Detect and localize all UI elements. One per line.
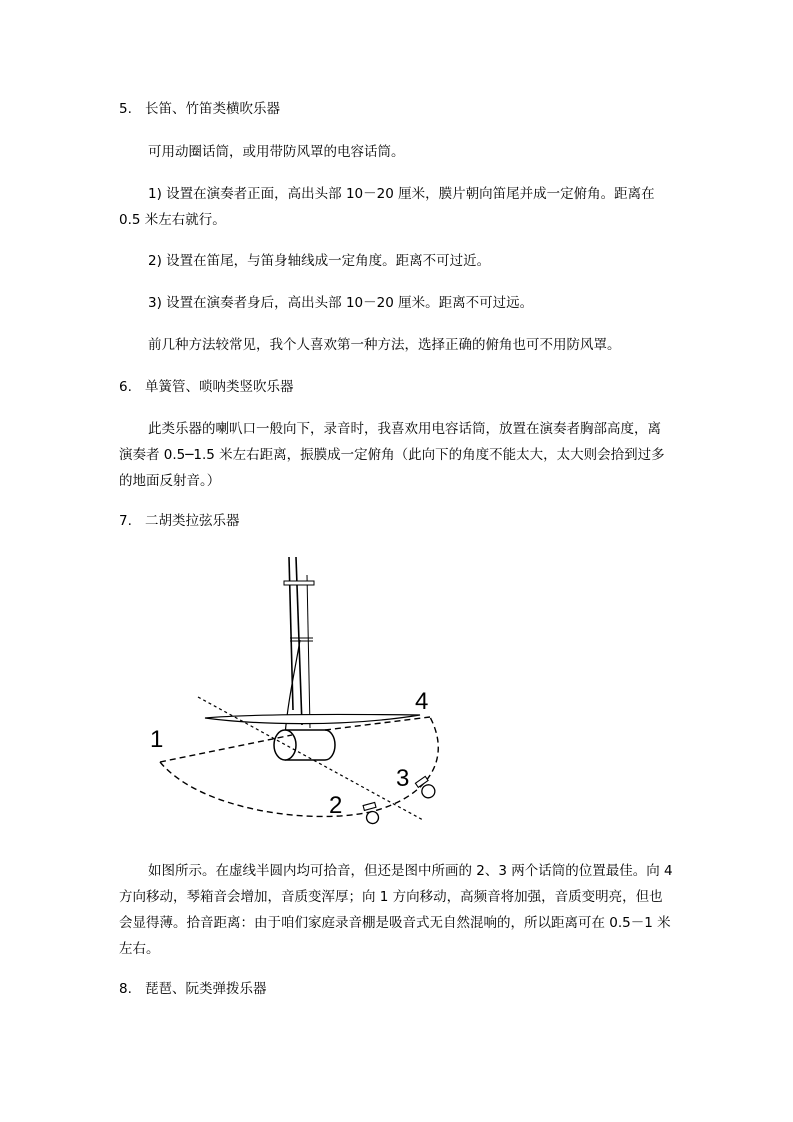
section-6-body: 此类乐器的喇叭口一般向下，录音时，我喜欢用电容话筒，放置在演奏者胸部高度，离演奏者 0.5─1.5 米左右距离，振膜成一定俯角（此向下的角度不能太大，太大则会拾到过多的地面反射音。）	[119, 421, 665, 489]
section-8-heading	[119, 976, 674, 1002]
section-title: 单簧管、唢呐类竖吹乐器	[145, 379, 294, 395]
section-5-item-3: 3) 设置在演奏者身后，高出头部 10－20 厘米。距离不可过远。	[148, 295, 534, 311]
figure-label-4: 4	[415, 688, 429, 715]
figure-label-1: 1	[150, 726, 164, 753]
section-5-heading	[119, 96, 674, 122]
section-6-heading	[119, 374, 674, 400]
section-5-item-2: 2) 设置在笛尾，与笛身轴线成一定角度。距离不可过近。	[148, 253, 491, 269]
figure-label-2: 2	[329, 792, 343, 819]
section-title: 长笛、竹笛类横吹乐器	[145, 101, 280, 117]
section-number: 7.	[119, 513, 132, 529]
section-5-note: 前几种方法较常见，我个人喜欢第一种方法，选择正确的俯角也可不用防风罩。	[148, 337, 621, 353]
figure-label-3: 3	[396, 765, 410, 792]
section-number: 8.	[119, 981, 132, 997]
erhu-body-face	[274, 730, 296, 760]
section-7-body: 如图所示。在虚线半圆内均可拾音，但还是图中所画的 2、3 两个话筒的位置最佳。向 4 方向移动，琴箱音会增加，音质变浑厚；向 1 方向移动，高频音将加强，音质变明亮，但也会显得薄。拾音距离：由于咱们家庭录音棚是吸音式无自然混响的，所以距离可在 0.5－1 米左右。	[119, 863, 673, 957]
boundary-line	[160, 735, 292, 762]
section-5-item-1: 1) 设置在演奏者正面，高出头部 10－20 厘米，膜片朝向笛尾并成一定俯角。距离在 0.5 米左右就行。	[119, 186, 655, 228]
section-5-intro: 可用动圈话筒，或用带防风罩的电容话筒。	[148, 144, 405, 160]
section-7-heading	[119, 508, 674, 534]
section-title: 琵琶、阮类弹拨乐器	[145, 981, 267, 997]
section-number: 5.	[119, 101, 132, 117]
erhu-string	[307, 575, 310, 728]
erhu-microphone-diagram	[140, 550, 460, 835]
microphone-2	[363, 802, 380, 824]
microphone-3	[415, 776, 437, 800]
erhu-peg	[284, 581, 314, 585]
section-number: 6.	[119, 379, 132, 395]
section-title: 二胡类拉弦乐器	[145, 513, 240, 529]
